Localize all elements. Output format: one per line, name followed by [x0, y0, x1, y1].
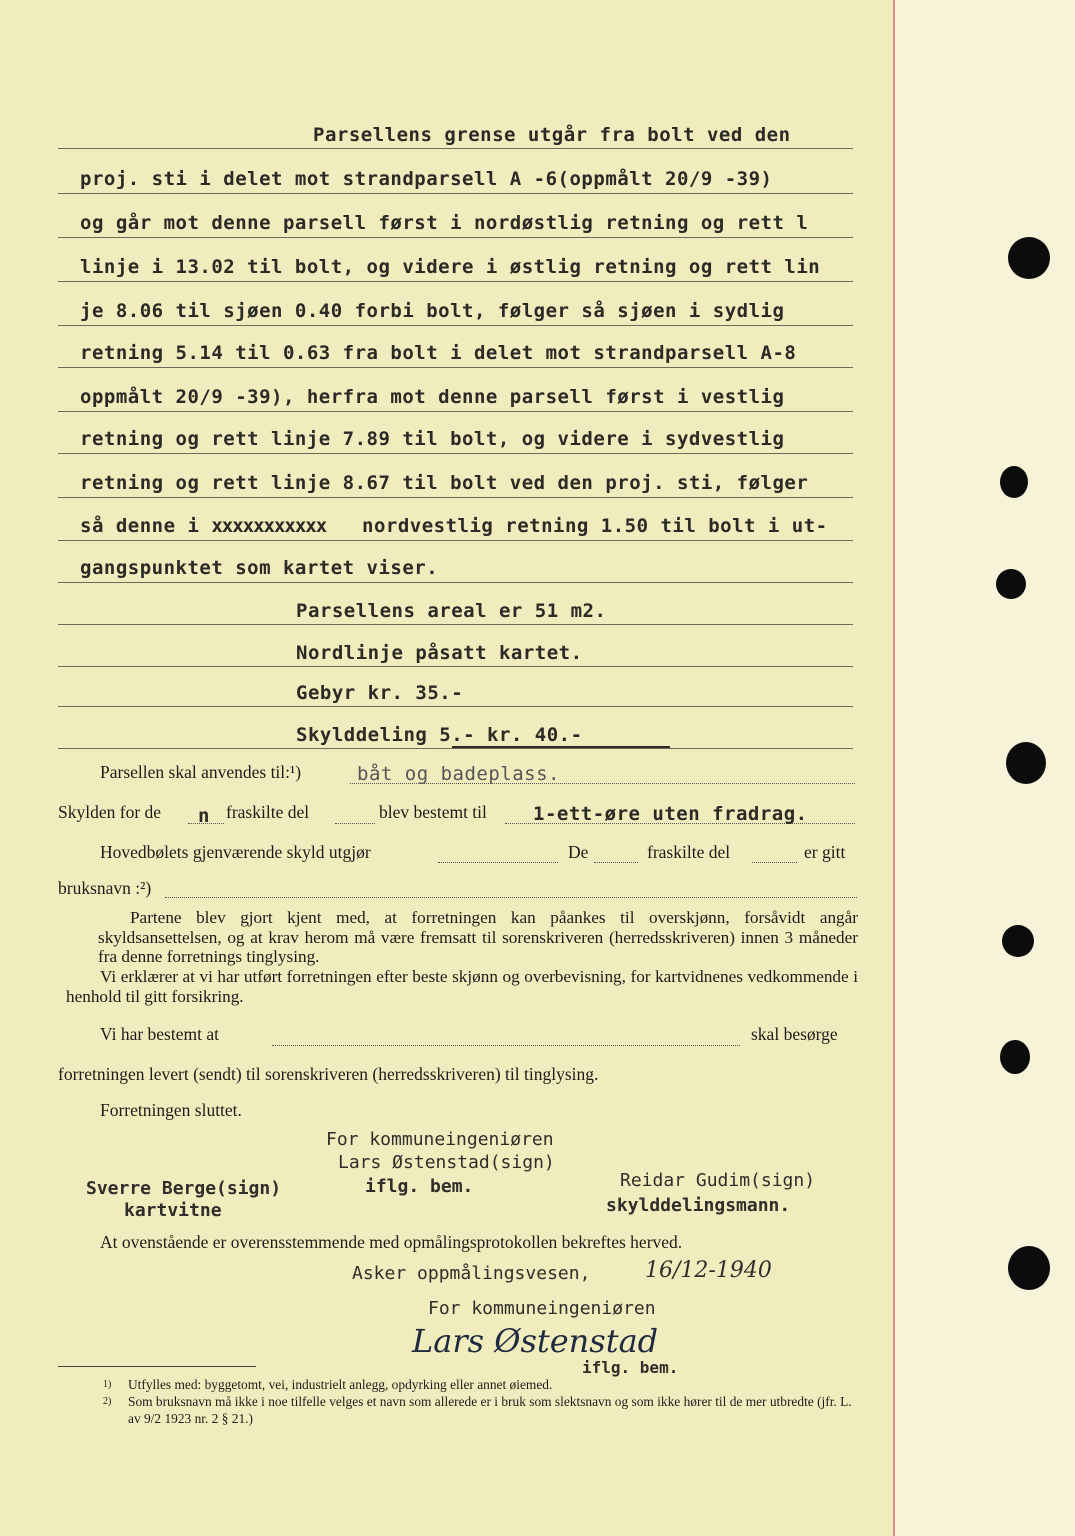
bruksnavn-label: bruksnavn :²) [58, 878, 152, 898]
levert-line: forretningen levert (sendt) til sorenskriveren (herredsskriveren) til tinglysing. [58, 1064, 599, 1084]
typed-line-2: proj. sti i delet mot strandparsell A -6(oppmålt 20/9 -39) [80, 168, 773, 190]
typed-line-10-start: så denne i xxxxxxxxxxx [80, 515, 327, 537]
appeal-paragraph [98, 908, 858, 967]
fraskilte-label: fraskilte del [226, 802, 310, 822]
typed-line-6: retning 5.14 til 0.63 fra bolt i delet mot strandparsell A-8 [80, 342, 797, 364]
bestemt-field-line [272, 1044, 740, 1046]
punch-hole [1000, 1040, 1030, 1074]
punch-hole [996, 569, 1026, 599]
fraskilte-field-line [752, 861, 797, 863]
ruled-line [58, 148, 853, 149]
kartvitne: kartvitne [124, 1200, 222, 1221]
footnote-1-text: Utfylles med: byggetomt, vei, industrielt anlegg, opdyrking eller annet øiemed. [128, 1377, 553, 1392]
ruled-line [58, 453, 853, 454]
bestemt-til-label: blev bestemt til [379, 802, 487, 822]
besorge-label: skal besørge [751, 1024, 838, 1044]
ruled-line [58, 325, 853, 326]
page-right-margin [895, 0, 1075, 1536]
fraskilte-dots [335, 822, 375, 824]
iflg-bem-2: iflg. bem. [582, 1358, 679, 1377]
punch-hole [1008, 237, 1050, 279]
declaration-text: Vi erklærer at vi har utført forretningen efter beste skjønn og overbevisning, for kartvidnenes vedkommende i henhold til gitt forsikring. [66, 967, 858, 1006]
lars-sign: Lars Østenstad(sign) [338, 1152, 555, 1173]
punch-hole [1008, 1246, 1050, 1290]
anvendes-label: Parsellen skal anvendes til:¹) [100, 762, 302, 782]
skylddelingsmann: skylddelingsmann. [606, 1195, 791, 1216]
ruled-line [58, 367, 853, 368]
de-field-line [594, 861, 638, 863]
punch-hole [1002, 925, 1034, 957]
sluttet-line: Forretningen sluttet. [100, 1100, 242, 1120]
footnotes [103, 1376, 863, 1427]
ruled-line [58, 706, 853, 707]
typed-line-15: Skylddeling 5.- kr. 40.- [296, 724, 583, 746]
total-underline [452, 746, 670, 748]
ruled-line [58, 497, 853, 498]
typed-line-8: retning og rett linje 7.89 til bolt, og videre i sydvestlig [80, 428, 785, 450]
typed-line-4: linje i 13.02 til bolt, og videre i østlig retning og rett lin [80, 256, 821, 278]
ruled-line [58, 582, 853, 583]
ruled-line [58, 237, 853, 238]
typed-line-3: og går mot denne parsell først i nordøstlig retning og rett l [80, 212, 809, 234]
sverre-sign: Sverre Berge(sign) [86, 1178, 282, 1199]
typed-line-14: Gebyr kr. 35.- [296, 682, 464, 704]
declaration-paragraph [66, 967, 858, 1006]
footnote-2-text: Som bruksnavn må ikke i noe tilfelle velges et navn som allerede er i bruk som slektsnavn og som ikke hører til de mer utbredte (jfr. L. av 9/2 1923 nr. 2 § 21.) [128, 1394, 852, 1426]
typed-line-10: nordvestlig retning 1.50 til bolt i ut- [362, 515, 828, 537]
ruled-line [58, 540, 853, 541]
ruled-line [58, 666, 853, 667]
er-gitt-label: er gitt [804, 842, 846, 862]
reidar-sign: Reidar Gudim(sign) [620, 1170, 816, 1191]
ruled-line [58, 624, 853, 625]
hovedbolet-field-line [438, 861, 558, 863]
iflg-bem-1: iflg. bem. [365, 1176, 474, 1197]
asker-oppmaling: Asker oppmålingsvesen, [352, 1263, 591, 1284]
anvendes-value: båt og badeplass. [357, 763, 560, 785]
de-label: De [568, 842, 589, 862]
typed-line-5: je 8.06 til sjøen 0.40 forbi bolt, følger så sjøen i sydlig [80, 300, 785, 322]
fraskilte-del-label: fraskilte del [647, 842, 731, 862]
footnote-1-mark: 1) [103, 1379, 112, 1390]
appeal-text: Partene blev gjort kjent med, at forretningen kan påankes til overskjønn, forsåvidt angår skyldsansettelsen, og at krav herom må være fremsatt til sorenskriveren (herredsskriveren) innen 3 måneder fra denne forretnings tinglysing. [98, 908, 858, 966]
hovedbolet-label: Hovedbølets gjenværende skyld utgjør [100, 842, 371, 862]
kommuneingenioren-2: For kommuneingeniøren [428, 1298, 656, 1319]
ruled-line [58, 411, 853, 412]
footnote-separator [58, 1366, 256, 1367]
handwritten-signature: Lars Østenstad [412, 1322, 659, 1360]
ruled-line [58, 748, 853, 749]
typed-line-7: oppmålt 20/9 -39), herfra mot denne parsell først i vestlig [80, 386, 785, 408]
handwritten-date: 16/12-1940 [645, 1258, 772, 1283]
kommuneingenioren-1: For kommuneingeniøren [326, 1129, 554, 1150]
certification-line: At ovenstående er overensstemmende med opmålingsprotokollen bekreftes herved. [100, 1232, 683, 1252]
typed-line-9: retning og rett linje 8.67 til bolt ved den proj. sti, følger [80, 472, 809, 494]
struck-out-word: xxxxxxxxxxx [211, 515, 327, 537]
bruksnavn-field-line [165, 896, 857, 898]
footnote-1 [103, 1376, 863, 1393]
bestemt-label: Vi har bestemt at [100, 1024, 219, 1044]
typed-line-13: Nordlinje påsatt kartet. [296, 642, 583, 664]
typed-line-11: gangspunktet som kartet viser. [80, 557, 439, 579]
ruled-line [58, 281, 853, 282]
typed-line-12: Parsellens areal er 51 m2. [296, 600, 607, 622]
skylden-n-value: n [198, 805, 210, 827]
skylden-value: 1-ett-øre uten fradrag. [533, 803, 808, 825]
footnote-2 [103, 1393, 863, 1427]
ruled-line [58, 193, 853, 194]
red-margin-line [893, 0, 895, 1536]
skylden-label: Skylden for de [58, 802, 162, 822]
punch-hole [1000, 466, 1028, 498]
typed-line-1: Parsellens grense utgår fra bolt ved den [313, 124, 791, 146]
footnote-2-mark: 2) [103, 1396, 112, 1407]
punch-hole [1006, 742, 1046, 784]
